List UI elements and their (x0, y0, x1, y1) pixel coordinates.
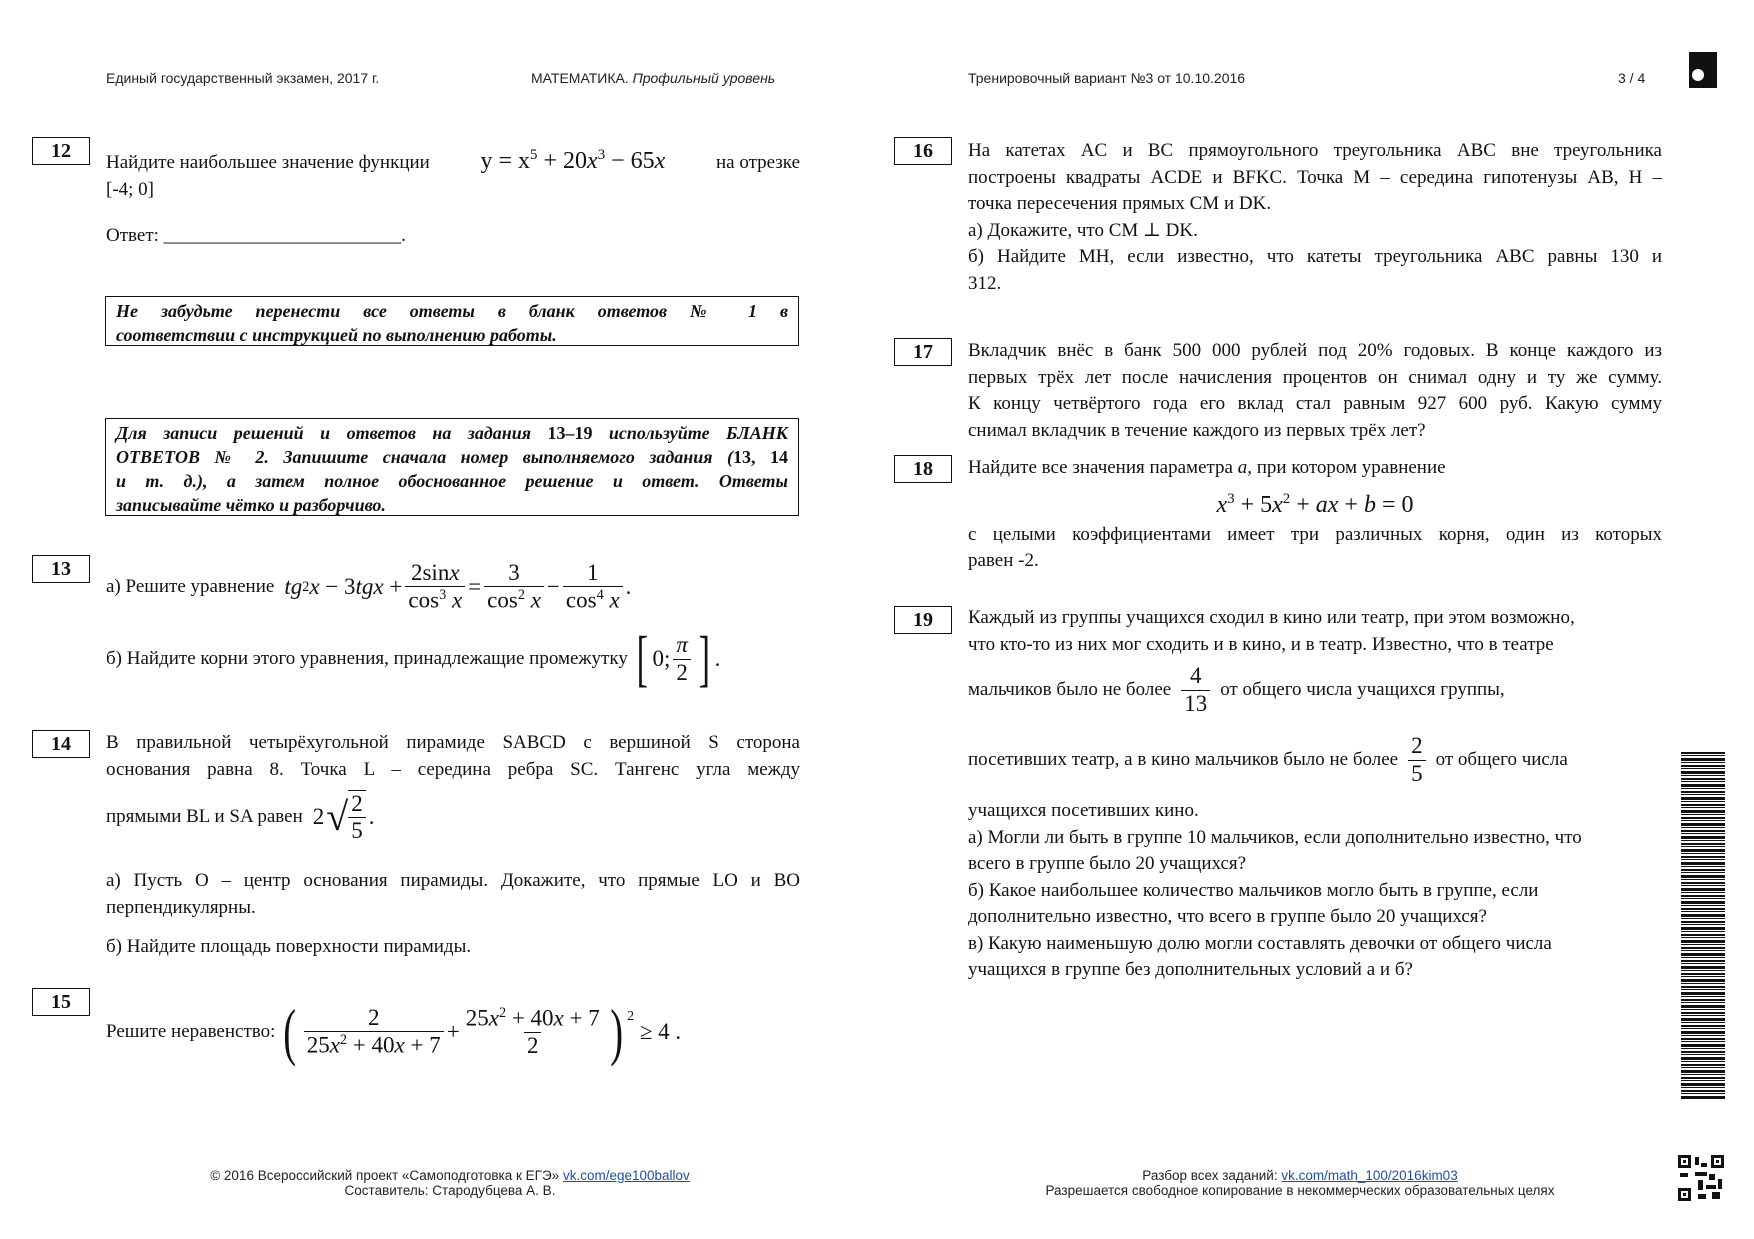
task-16-part-a: а) Докажите, что CM ⊥ DK. (968, 219, 1198, 241)
task-12-text-after: на отрезке (716, 152, 800, 173)
task-16-part-b1: б) Найдите MH, если известно, что катеты треугольника ABC равны 130 и (968, 246, 1662, 267)
footer-project-link[interactable]: vk.com/ege100ballov (562, 1168, 690, 1183)
task-19-line5: учащихся посетивших кино. (968, 800, 1199, 821)
header-subject-name: МАТЕМАТИКА. (531, 70, 629, 86)
task-19-line3-b: от общего числа учащихся группы, (1220, 678, 1505, 700)
note-box-answers-2 (105, 418, 799, 516)
fraction-4-13: $\frac{4}{13}$ (1181, 663, 1210, 717)
task-16-part-b2: 312. (968, 272, 1002, 294)
task-19-part-b1: б) Какое наибольшее количество мальчиков могло быть в группе, если (968, 879, 1539, 901)
qr-code-icon (1678, 1155, 1724, 1201)
task-17-line1: Вкладчик внёс в банк 500 000 рублей под 20% годовых. В конце каждого из (968, 340, 1662, 361)
fraction-2-5: $\frac{2}{5}$ (1408, 733, 1426, 787)
task-18-line3: равен -2. (968, 550, 1039, 571)
task-18-param: a (1237, 457, 1248, 478)
task-18-equation: $x^3 + 5x^2$ + ax + b = 0 (1216, 490, 1414, 518)
task-13-interval: [ 0; $\frac{\pi}{2}$ ] . (636, 625, 721, 693)
footer-project (150, 1168, 750, 1183)
task-19-part-a2: всего в группе было 20 учащихся? (968, 853, 1247, 874)
task-number-16: 16 (894, 137, 952, 165)
task-15-inequality: ( $\frac{2}{25x^2 + 40x + 7}$ + $\frac{25x^2 + 40x + 7}{2}$ ) 2 ≥ 4 . (283, 996, 682, 1067)
task-number-15: 15 (32, 988, 90, 1016)
task-19-part-c1: в) Какую наименьшую долю могли составлять девочки от общего числа (968, 932, 1552, 954)
task-13-part-b-text: б) Найдите корни этого уравнения, принадлежащие промежутку (106, 647, 628, 669)
task-13-part-b (106, 625, 720, 693)
note1-line1: Не забудьте перенести все ответы в бланк ответов № 1 в (116, 301, 788, 321)
task-13-part-a-text: а) Решите уравнение (106, 575, 275, 597)
task-14-part-b: б) Найдите площадь поверхности пирамиды. (106, 936, 472, 957)
footer-project-text: © 2016 Всероссийский проект «Самоподготовка к ЕГЭ» (210, 1168, 560, 1183)
task-19-line1: Каждый из группы учащихся сходил в кино или театр, при этом возможно, (968, 607, 1575, 628)
footer-analysis-link[interactable]: vk.com/math_100/2016kim03 (1281, 1168, 1458, 1183)
answer-label: Ответ: (106, 225, 159, 246)
task-12-segment: [-4; 0] (106, 178, 155, 200)
task-number-13: 13 (32, 555, 90, 583)
task-14-part-a1: а) Пусть O – центр основания пирамиды. Докажите, что прямые LO и BO (106, 870, 800, 891)
header-variant: Тренировочный вариант №3 от 10.10.2016 (968, 70, 1246, 86)
footer-analysis-label: Разбор всех заданий: (1142, 1168, 1278, 1183)
task-19-line4-b: от общего числа (1435, 748, 1568, 770)
task-18-line1-a: Найдите все значения параметра (968, 457, 1238, 478)
task-number-14: 14 (32, 730, 90, 758)
note-box-answers-1 (105, 296, 799, 346)
corner-marker-icon (1689, 52, 1717, 88)
task-17-line4: снимал вкладчик в течение каждого из первых трёх лет? (968, 419, 1426, 441)
task-16-line1: На катетах AC и BC прямоугольного треугольника ABC вне треугольника (968, 140, 1662, 161)
note2-line1-c: используйте БЛАНК (592, 423, 788, 443)
task-16-statement (968, 138, 1662, 297)
task-number-18: 18 (894, 455, 952, 483)
header-subject (531, 70, 775, 86)
task-number-12: 12 (32, 137, 90, 165)
note2-line1 (116, 421, 788, 445)
task-19-line3 (968, 658, 1668, 722)
task-14-line2: основания равна 8. Точка L – середина ребра SC. Тангенс угла между (106, 758, 800, 780)
task-12-answer (106, 223, 406, 250)
task-12-text-before: Найдите наибольшее значение функции (106, 152, 430, 173)
answer-blank: _________________________. (163, 225, 406, 246)
task-14-tangent: 2 √ $\frac{2}{5}$ . (312, 790, 375, 843)
task-19-line4-a: посетивших театр, а в кино мальчиков было не более (968, 748, 1399, 770)
header-subject-level: Профильный уровень (632, 70, 776, 86)
note2-line2-b: 13, 14 (733, 447, 788, 467)
task-15-statement (106, 990, 681, 1074)
task-17-line2: первых трёх лет после начисления процентов он снимал одну и ту же сумму. (968, 366, 1662, 388)
footer-analysis (1010, 1168, 1590, 1183)
task-15-text: Решите неравенство: (106, 1020, 276, 1042)
task-14-part-a2: перпендикулярны. (106, 896, 256, 918)
note2-line1-b: 13–19 (547, 423, 593, 443)
footer-author: Составитель: Стародубцева А. В. (344, 1183, 556, 1198)
task-14-statement (106, 730, 800, 847)
task-19-statement (968, 605, 1668, 984)
task-14-line3 (106, 787, 800, 847)
task-12-formula: $y = x^5 + 20x^3 - 65x$ (480, 147, 666, 174)
task-19-part-c2: учащихся в группе без дополнительных условий а и б? (968, 959, 1413, 980)
header-page-number: 3 / 4 (1618, 70, 1646, 86)
note1-line2: соответствии с инструкцией по выполнению работы. (116, 325, 557, 345)
note2-line4: записывайте чётко и разборчиво. (116, 495, 386, 515)
footer-copyright: Разрешается свободное копирование в некоммерческих образовательных целях (1045, 1183, 1555, 1198)
task-17-statement (968, 338, 1662, 444)
task-19-part-a1: а) Могли ли быть в группе 10 мальчиков, если дополнительно известно, что (968, 826, 1582, 848)
header-exam: Единый государственный экзамен, 2017 г. (106, 70, 380, 86)
task-19-line2: что кто-то из них мог сходить и в кино, и в театр. Известно, что в театре (968, 633, 1554, 655)
task-18-line2: с целыми коэффициентами имеет три различных корня, один из которых (968, 523, 1662, 545)
task-18-statement (968, 455, 1662, 575)
task-18-line1 (968, 455, 1662, 482)
task-12-line1 (106, 142, 800, 177)
task-19-line3-a: мальчиков было не более (968, 678, 1172, 700)
note2-line2-a: ОТВЕТОВ № 2. Запишите сначала номер выполняемого задания ( (116, 447, 734, 467)
task-13-equation: tg 2 x − 3 tgx + $\frac{2\sin x}{\cos^3 x}$ = $\frac{3}{\cos^2 x}$ − $\frac{1}{\cos^4 x}$ . (284, 559, 632, 613)
task-14-line3-text: прямыми BL и SA равен (106, 805, 303, 827)
note2-line2 (116, 445, 788, 469)
footer-left (150, 1168, 750, 1198)
task-14-line1: В правильной четырёхугольной пирамиде SABCD с вершиной S сторона (106, 732, 800, 753)
task-16-line2: построены квадраты ACDE и BFKC. Точка M – середина гипотенузы AB, H – (968, 166, 1662, 188)
task-18-line1-b: , при котором уравнение (1247, 457, 1446, 478)
task-13-part-a (106, 555, 631, 619)
task-number-17: 17 (894, 338, 952, 366)
task-14-part-a (106, 868, 800, 921)
task-17-line3: К концу четвёртого года его вклад стал равным 927 600 руб. Какую сумму (968, 393, 1662, 414)
task-19-line4 (968, 726, 1668, 794)
task-19-part-b2: дополнительно известно, что всего в группе было 20 учащихся? (968, 906, 1487, 927)
footer-right (1010, 1168, 1590, 1198)
task-12-statement (106, 142, 800, 203)
task-16-line3: точка пересечения прямых CM и DK. (968, 193, 1272, 214)
barcode-icon (1681, 752, 1725, 1100)
note2-line1-a: Для записи решений и ответов на задания (116, 423, 548, 443)
task-number-19: 19 (894, 606, 952, 634)
note2-line3: и т. д.), а затем полное обоснованное решение и ответ. Ответы (116, 471, 788, 491)
